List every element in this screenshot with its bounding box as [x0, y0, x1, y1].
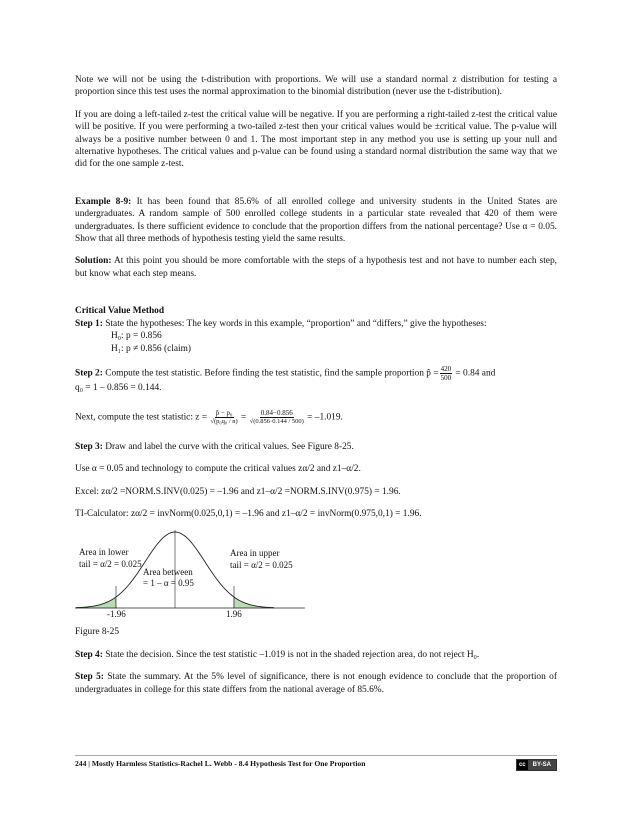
step-3 — [75, 441, 557, 453]
z-values-den: √(0.856·0.144 / 500) — [249, 418, 304, 426]
between-label-2: = 1 – α = 0.95 — [143, 578, 194, 589]
page-footer — [75, 755, 557, 768]
solution-paragraph — [75, 255, 557, 280]
right-critical-value: 1.96 — [226, 609, 242, 620]
footer-text: 244 | Mostly Harmless Statistics-Rachel L. Webb - 8.4 Hypothesis Test for One Proportion — [75, 759, 366, 768]
step-4-label: Step 4: — [75, 649, 103, 660]
solution-text: At this point you should be more comfortable with the steps of a hypothesis test and not have to number each step, but know what each step means. — [75, 256, 557, 279]
step-1-label: Step 1: — [75, 318, 103, 329]
alt-hypothesis: H₁: p ≠ 0.856 (claim) — [111, 343, 192, 354]
normal-curve-figure — [75, 526, 305, 626]
null-hypothesis: H₀: p = 0.856 — [111, 331, 162, 342]
test-statistic-line: Next, compute the test statistic: z = $\frac{\text{p̂ − p₀}}{\text{√(p₀q₀ / n)}}$ = $\frac{0.84-0.856}{√(0.856\cdot 0.144 / 500)}$ = –1.019. — [75, 409, 343, 426]
figure-caption: Figure 8-25 — [75, 627, 120, 638]
q0-line: q₀ = 1 – 0.856 = 0.144. — [75, 382, 162, 393]
step-1-text: State the hypotheses: The key words in this example, “proportion” and “differs,” give the hypotheses: — [102, 318, 487, 329]
use-alpha-line: Use α = 0.05 and technology to compute the critical values zα/2 and z1–α/2. — [75, 464, 361, 475]
fraction-denominator: 500 — [440, 373, 452, 382]
step-5-text: State the summary. At the 5% level of significance, there is not enough evidence to conclude that the proportion of undergraduates in college for this state differs from the national average of 85.6%. — [75, 672, 557, 695]
solution-label: Solution: — [75, 256, 112, 267]
step-3-label: Step 3: — [75, 441, 103, 452]
page-body — [75, 74, 557, 696]
example-text: It has been found that 85.6% of all enrolled college and university students in the United States are undergraduates. A random sample of 500 enrolled college students in a particular state revealed that 420 of them were undergraduates. Is there sufficient evidence to conclude that the proportion differs from the national percentage? Use α = 0.05. Show that all three methods of hypothesis testing yield the same results. — [75, 196, 557, 245]
sample-proportion-fraction — [440, 365, 453, 382]
method-heading: Critical Value Method — [75, 306, 165, 317]
upper-tail-label-2: tail = α/2 = 0.025 — [230, 560, 293, 571]
step-2-label: Step 2: — [75, 368, 103, 379]
step-2-end: = 0.84 and — [455, 368, 496, 379]
step-5-label: Step 5: — [75, 672, 104, 683]
step-4-text: State the decision. Since the test statistic –1.019 is not in the shaded rejection area, do not reject H₀. — [102, 649, 480, 660]
intro-paragraph-2: If you are doing a left-tailed z-test the critical value will be negative. If you are performing a right-tailed z-test the critical value will be positive. If you were performing a two-tailed z-test then your critical values would be ±critical value. The p-value will always be a positive number between 0 and 1. The most important step in any method you use is setting up your null and alternative hypotheses. The critical values and p-value can be found using a standard normal distribution the same way that we did for the one sample z-test. — [75, 109, 557, 170]
next-text: Next, compute the test statistic: z = — [75, 412, 208, 423]
z-formula-fraction — [210, 409, 237, 426]
step-5 — [75, 671, 557, 696]
z-values-fraction — [250, 409, 304, 426]
cc-license-text: BY-SA — [528, 760, 556, 770]
lower-tail-label-1: Area in lower — [79, 547, 129, 558]
z-formula-den: √(p₀q₀ / n) — [210, 418, 238, 426]
lower-tail-label-2: tail = α/2 = 0.025 — [79, 559, 142, 570]
upper-tail-label-1: Area in upper — [230, 548, 280, 559]
step-1 — [75, 318, 557, 330]
z-formula-num: p̂ − p₀ — [215, 409, 233, 418]
step-2-text: Compute the test statistic. Before finding the test statistic, find the sample proportion p̂ = — [102, 368, 439, 379]
cc-license-badge — [516, 759, 557, 771]
left-critical-value: -1.96 — [107, 609, 126, 620]
between-label-1: Area between — [143, 567, 193, 578]
step-2 — [75, 365, 557, 382]
excel-line: Excel: zα/2 =NORM.S.INV(0.025) = –1.96 and z1–α/2 =NORM.S.INV(0.975) = 1.96. — [75, 486, 401, 497]
step-3-text: Draw and label the curve with the critical values. See Figure 8-25. — [102, 441, 354, 452]
step-4 — [75, 649, 557, 661]
left-tail-shade — [76, 598, 116, 608]
intro-paragraph-1: Note we will not be using the t-distribution with proportions. We will use a standard normal z distribution for testing a proportion since this test uses the normal approximation to the binomial distribution (never use the t-distribution). — [75, 75, 557, 98]
cc-icon: cc — [518, 762, 526, 768]
z-result: = –1.019. — [307, 412, 343, 423]
example-label: Example 8-9: — [75, 196, 132, 207]
example-paragraph — [75, 196, 557, 246]
fraction-numerator: 420 — [440, 364, 452, 373]
ti-calculator-line: TI-Calculator: zα/2 = invNorm(0.025,0,1) = –1.96 and z1–α/2 = invNorm(0.975,0,1) = 1.96. — [75, 509, 422, 520]
right-tail-shade — [234, 597, 274, 608]
z-values-num: 0.84−0.856 — [260, 409, 293, 418]
